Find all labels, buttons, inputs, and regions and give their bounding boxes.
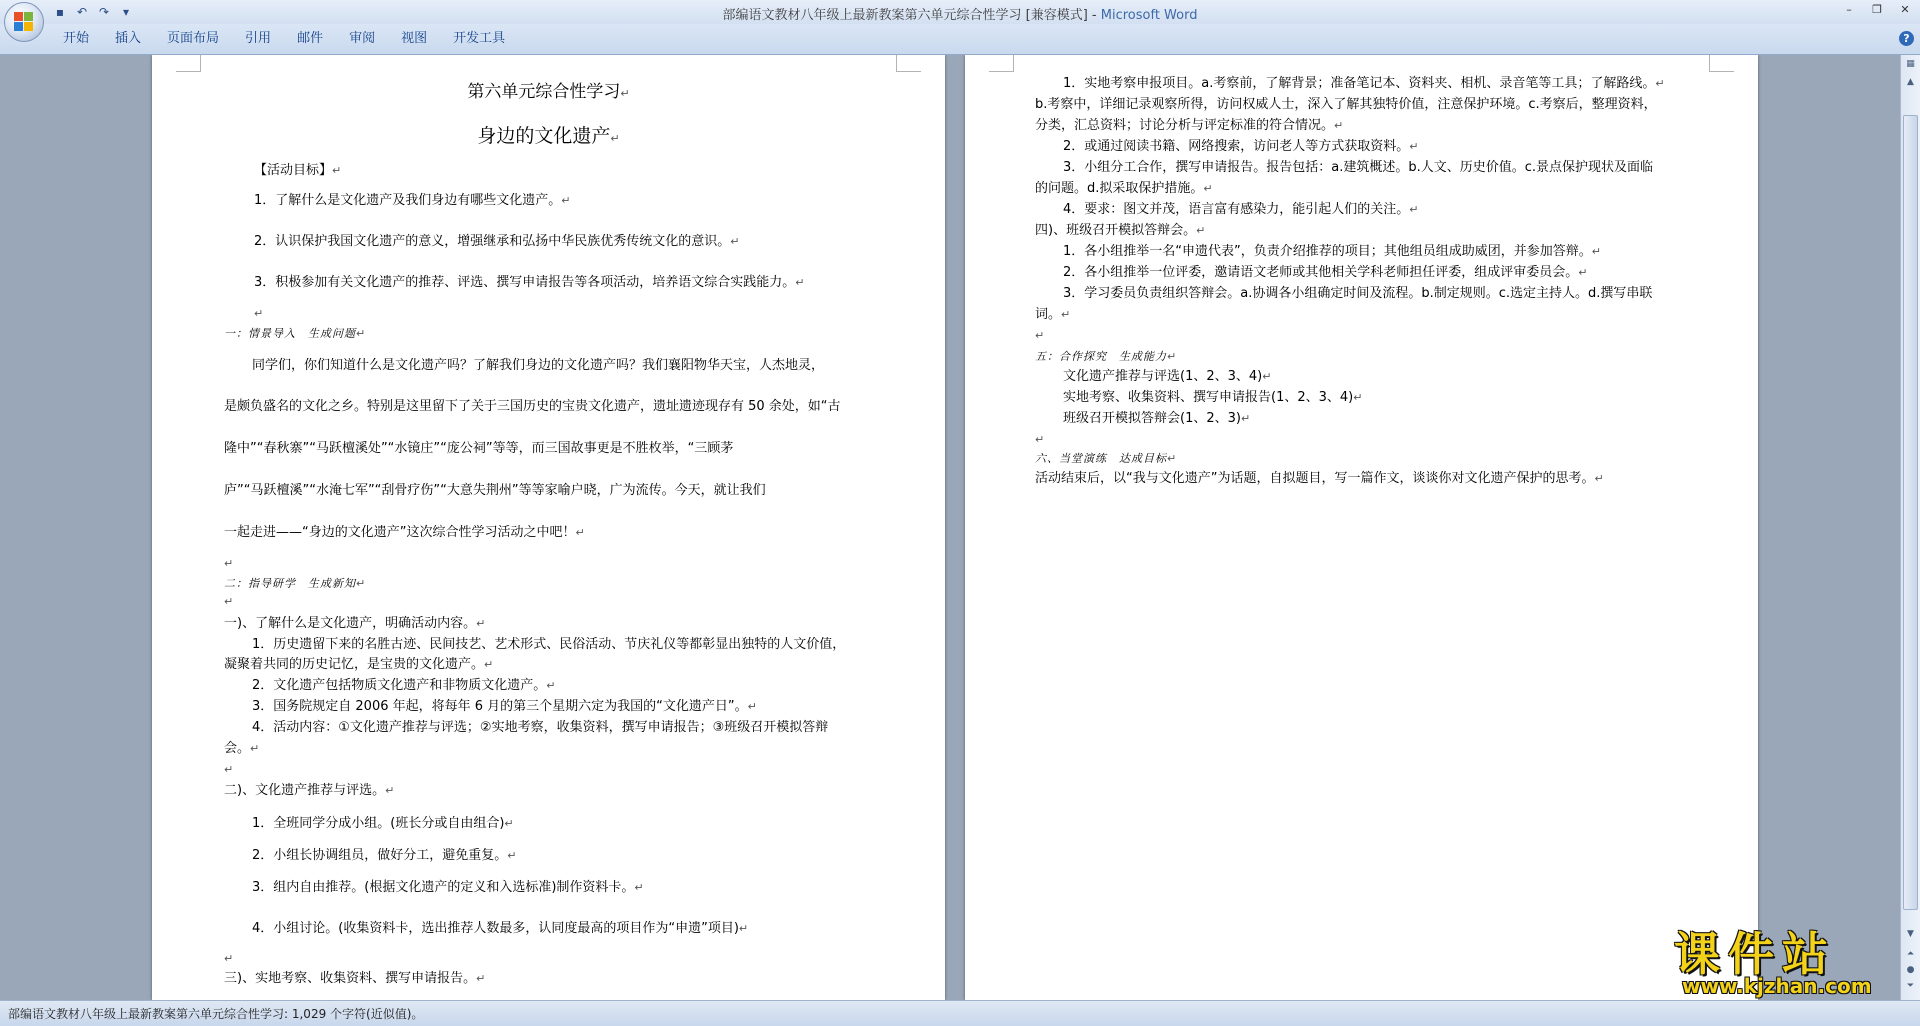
paragraph: 1．全班同学分成小组。(班长分或自由组合)↵ bbox=[252, 816, 514, 831]
crop-mark bbox=[1709, 55, 1734, 72]
document-workspace[interactable] bbox=[0, 55, 1920, 1000]
save-icon[interactable]: ▪ bbox=[55, 5, 65, 19]
paragraph: 1．历史遗留下来的名胜古迹、民间技艺、艺术形式、民俗活动、节庆礼仪等都彰显出独特的人文价值， bbox=[252, 637, 846, 652]
watermark-url: www.kjzhan.com bbox=[1682, 974, 1872, 998]
undo-icon[interactable]: ↶ bbox=[76, 5, 88, 19]
redo-icon[interactable]: ↷ bbox=[98, 5, 110, 19]
section-heading: 五：合作探究 生成能力↵ bbox=[1035, 350, 1178, 363]
status-text: 部编语文教材八年级上最新教案第六单元综合性学习: 1,029 个字符(近似值)。 bbox=[8, 1007, 424, 1021]
paragraph: 3．积极参加有关文化遗产的推荐、评选、撰写申请报告等各项活动，培养语文综合实践能力。↵ bbox=[254, 275, 805, 290]
paragraph: 4．活动内容：①文化遗产推荐与评选；②实地考察，收集资料，撰写申请报告；③班级召开模拟答辩 bbox=[252, 720, 829, 735]
scrollbar-thumb[interactable] bbox=[1903, 115, 1918, 910]
document-page-1[interactable] bbox=[152, 55, 945, 1000]
paragraph: 凝聚着共同的历史记忆，是宝贵的文化遗产。↵ bbox=[224, 657, 494, 672]
watermark bbox=[1668, 918, 1898, 998]
office-button[interactable] bbox=[4, 2, 44, 42]
tab-page-layout[interactable]: 页面布局 bbox=[167, 31, 220, 46]
app-name: Microsoft Word bbox=[1100, 8, 1198, 23]
tab-mailings[interactable]: 邮件 bbox=[297, 31, 324, 46]
restore-icon[interactable]: ❐ bbox=[1872, 3, 1882, 16]
close-icon[interactable]: ✕ bbox=[1900, 3, 1910, 16]
paragraph: 词。↵ bbox=[1035, 307, 1071, 322]
paragraph: 分类，汇总资料；讨论分析与评定标准的符合情况。↵ bbox=[1035, 118, 1344, 133]
watermark-logo: 课件站 bbox=[1674, 927, 1836, 981]
paragraph: 活动结束后，以“我与文化遗产”为话题，自拟题目，写一篇作文，谈谈你对文化遗产保护的思考。↵ bbox=[1035, 471, 1604, 486]
paragraph: 3．学习委员负责组织答辩会。a.协调各小组确定时间及流程。b.制定规则。c.选定主持人。d.撰写串联 bbox=[1063, 286, 1653, 301]
tab-references[interactable]: 引用 bbox=[245, 31, 272, 46]
tab-home[interactable]: 开始 bbox=[63, 31, 90, 46]
customize-qat-icon[interactable]: ▾ bbox=[122, 5, 130, 19]
previous-page-icon[interactable]: ⏶ bbox=[1906, 949, 1915, 959]
ribbon bbox=[0, 24, 1920, 55]
paragraph: 是颇负盛名的文化之乡。特别是这里留下了关于三国历史的宝贵文化遗产，遗址遗迹现存有 50 余处，如“古 bbox=[224, 399, 841, 414]
next-page-icon[interactable]: ⏷ bbox=[1906, 981, 1915, 991]
section-heading: 二：指导研学 生成新知↵ bbox=[224, 577, 367, 590]
crop-mark bbox=[896, 55, 921, 72]
paragraph: 1．各小组推举一名“申遗代表”，负责介绍推荐的项目；其他组员组成助威团，并参加答辩。↵ bbox=[1063, 244, 1601, 259]
paragraph: 隆中”“春秋寨”“马跃檀溪处”“水镜庄”“庞公祠”等等，而三国故事更是不胜枚举，“三顾茅 bbox=[224, 441, 734, 456]
paragraph: 实地考察、收集资料、撰写申请报告(1、2、3、4)↵ bbox=[1063, 390, 1363, 405]
document-page-2[interactable] bbox=[965, 55, 1758, 1000]
paragraph: 三)、实地考察、收集资料、撰写申请报告。↵ bbox=[224, 971, 486, 986]
paragraph: 的问题。d.拟采取保护措施。↵ bbox=[1035, 181, 1213, 196]
paragraph-mark: ↵ bbox=[1035, 433, 1045, 446]
paragraph: 一起走进——“身边的文化遗产”这次综合性学习活动之中吧！↵ bbox=[224, 525, 585, 540]
office-logo-icon bbox=[14, 12, 34, 32]
paragraph-mark: ↵ bbox=[224, 763, 234, 776]
paragraph-mark: ↵ bbox=[224, 557, 234, 570]
paragraph-mark: ↵ bbox=[254, 307, 264, 320]
tab-review[interactable]: 审阅 bbox=[349, 31, 376, 46]
paragraph: 2．或通过阅读书籍、网络搜索，访问老人等方式获取资料。↵ bbox=[1063, 139, 1419, 154]
paragraph: 同学们，你们知道什么是文化遗产吗？了解我们身边的文化遗产吗？我们襄阳物华天宝，人杰地灵， bbox=[252, 358, 825, 373]
paragraph: 2．认识保护我国文化遗产的意义，增强继承和弘扬中华民族优秀传统文化的意识。↵ bbox=[254, 234, 740, 249]
paragraph: b.考察中，详细记录观察所得，访问权威人士，深入了解其独特价值，注意保护环境。c.考察后，整理资料， bbox=[1035, 97, 1657, 112]
vertical-scrollbar[interactable] bbox=[1900, 55, 1920, 1000]
paragraph-mark: ↵ bbox=[224, 595, 234, 608]
paragraph: 1．了解什么是文化遗产及我们身边有哪些文化遗产。↵ bbox=[254, 193, 571, 208]
window-controls bbox=[1840, 2, 1914, 18]
paragraph: 文化遗产推荐与评选(1、2、3、4)↵ bbox=[1063, 369, 1272, 384]
paragraph: 【活动目标】↵ bbox=[254, 163, 342, 178]
ruler-toggle-icon[interactable]: ▦ bbox=[1906, 59, 1915, 69]
document-title: 部编语文教材八年级上最新教案第六单元综合性学习 [兼容模式] - bbox=[722, 8, 1101, 23]
crop-mark bbox=[176, 55, 201, 72]
paragraph: 2．各小组推举一位评委，邀请语文老师或其他相关学科老师担任评委，组成评审委员会。↵ bbox=[1063, 265, 1588, 280]
tab-insert[interactable]: 插入 bbox=[115, 31, 142, 46]
minimize-icon[interactable]: – bbox=[1846, 3, 1852, 16]
paragraph: 二)、文化遗产推荐与评选。↵ bbox=[224, 783, 395, 798]
scroll-down-icon[interactable]: ▼ bbox=[1907, 929, 1914, 939]
title-bar bbox=[0, 0, 1920, 24]
paragraph: 3．小组分工合作，撰写申请报告。报告包括：a.建筑概述。b.人文、历史价值。c.景点保护现状及面临 bbox=[1063, 160, 1654, 175]
paragraph: 4．要求：图文并茂，语言富有感染力，能引起人们的关注。↵ bbox=[1063, 202, 1419, 217]
paragraph: 3．组内自由推荐。(根据文化遗产的定义和入选标准)制作资料卡。↵ bbox=[252, 880, 644, 895]
ribbon-tabs bbox=[50, 30, 518, 48]
select-browse-object-icon[interactable]: ● bbox=[1906, 965, 1915, 975]
paragraph-mark: ↵ bbox=[1035, 329, 1045, 342]
paragraph: 3．国务院规定自 2006 年起，将每年 6 月的第三个星期六定为我国的“文化遗产日”。↵ bbox=[252, 699, 757, 714]
document-title: 身边的文化遗产↵ bbox=[477, 125, 620, 147]
document-heading: 第六单元综合性学习↵ bbox=[467, 82, 630, 102]
section-heading: 一：情景导入 生成问题↵ bbox=[224, 327, 367, 340]
paragraph: 庐”“马跃檀溪”“水淹七军”“刮骨疗伤”“大意失荆州”等等家喻户晓，广为流传。今天，就让我们 bbox=[224, 483, 766, 498]
paragraph: 2．文化遗产包括物质文化遗产和非物质文化遗产。↵ bbox=[252, 678, 556, 693]
paragraph-mark: ↵ bbox=[224, 952, 234, 965]
paragraph: 1．实地考察申报项目。a.考察前，了解背景；准备笔记本、资料夹、相机、录音笔等工具；了解路线。↵ bbox=[1063, 76, 1665, 91]
section-heading: 六、当堂演练 达成目标↵ bbox=[1035, 452, 1178, 465]
paragraph: 会。↵ bbox=[224, 741, 260, 756]
scroll-up-icon[interactable]: ▲ bbox=[1907, 77, 1914, 87]
help-icon[interactable]: ? bbox=[1899, 31, 1914, 46]
paragraph: 四)、班级召开模拟答辩会。↵ bbox=[1035, 223, 1206, 238]
paragraph: 一)、了解什么是文化遗产，明确活动内容。↵ bbox=[224, 616, 486, 631]
window-title bbox=[0, 4, 1920, 23]
paragraph: 2．小组长协调组员，做好分工，避免重复。↵ bbox=[252, 848, 517, 863]
paragraph: 班级召开模拟答辩会(1、2、3)↵ bbox=[1063, 411, 1251, 426]
crop-mark bbox=[989, 55, 1014, 72]
paragraph: 4．小组讨论。(收集资料卡，选出推荐人数最多，认同度最高的项目作为“申遗”项目)↵ bbox=[252, 921, 749, 936]
tab-view[interactable]: 视图 bbox=[401, 31, 428, 46]
status-bar bbox=[0, 1000, 1920, 1026]
tab-developer[interactable]: 开发工具 bbox=[453, 31, 506, 46]
